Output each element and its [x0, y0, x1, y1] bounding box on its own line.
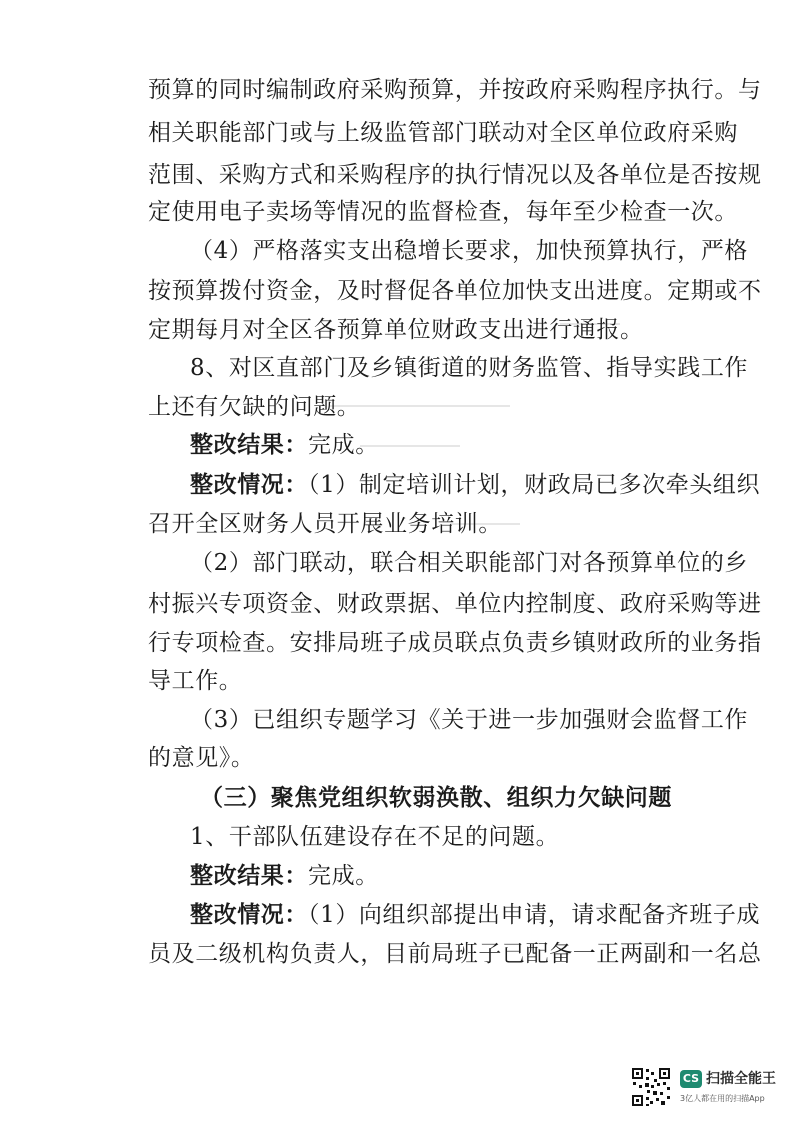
result-line [190, 861, 379, 891]
paragraph-line: （2）部门联动，联合相关职能部门对各预算单位的乡 [190, 550, 749, 576]
status-line [190, 470, 760, 500]
status-label: 整改情况： [190, 901, 308, 928]
paragraph-line: 的意见》。 [148, 745, 255, 771]
paragraph-line: 预算的同时编制政府采购预算，并按政府采购程序执行。与 [148, 77, 762, 103]
camscanner-watermark [630, 1066, 780, 1110]
result-value: 完成。 [308, 432, 379, 458]
paragraph-line: 1、干部队伍建设存在不足的问题。 [190, 824, 560, 850]
paragraph-line: 8、对区直部门及乡镇街道的财务监管、指导实践工作 [190, 355, 749, 381]
camscanner-slogan: 3亿人都在用的扫描App [680, 1094, 765, 1103]
paragraph-line: （4）严格落实支出稳增长要求，加快预算执行，严格 [190, 238, 749, 264]
section-heading: （三）聚焦党组织软弱涣散、组织力欠缺问题 [200, 784, 672, 811]
paragraph-line: 定使用电子卖场等情况的监督检查，每年至少检查一次。 [148, 199, 738, 225]
camscanner-logo: CS [680, 1070, 702, 1088]
status-text: （1）向组织部提出申请，请求配备齐班子成 [308, 902, 761, 928]
paragraph-line: 相关职能部门或与上级监管部门联动对全区单位政府采购 [148, 120, 738, 146]
result-label: 整改结果： [190, 862, 308, 889]
paragraph-line: 行专项检查。安排局班子成员联点负责乡镇财政所的业务指 [148, 630, 762, 656]
paragraph-line: 村振兴专项资金、财政票据、单位内控制度、政府采购等进 [148, 591, 762, 617]
status-line [190, 900, 760, 930]
paragraph-line: 员及二级机构负责人，目前局班子已配备一正两副和一名总 [148, 941, 762, 967]
status-label: 整改情况： [190, 471, 308, 498]
paragraph-line: 按预算拨付资金，及时督促各单位加快支出进度。定期或不 [148, 278, 762, 304]
paragraph-line: 召开全区财务人员开展业务培训。 [148, 511, 502, 537]
result-value: 完成。 [308, 863, 379, 889]
result-line [190, 430, 379, 460]
qr-code-icon [630, 1066, 672, 1108]
camscanner-app-name: 扫描全能王 [706, 1071, 776, 1087]
status-text: （1）制定培训计划，财政局已多次牵头组织 [308, 472, 761, 498]
paragraph-line: 导工作。 [148, 668, 243, 694]
result-label: 整改结果： [190, 431, 308, 458]
paragraph-line: 范围、采购方式和采购程序的执行情况以及各单位是否按规 [148, 162, 762, 188]
paragraph-line: 上还有欠缺的问题。 [148, 394, 361, 420]
paragraph-line: 定期每月对全区各预算单位财政支出进行通报。 [148, 317, 644, 343]
paragraph-line: （3）已组织专题学习《关于进一步加强财会监督工作 [190, 707, 749, 733]
